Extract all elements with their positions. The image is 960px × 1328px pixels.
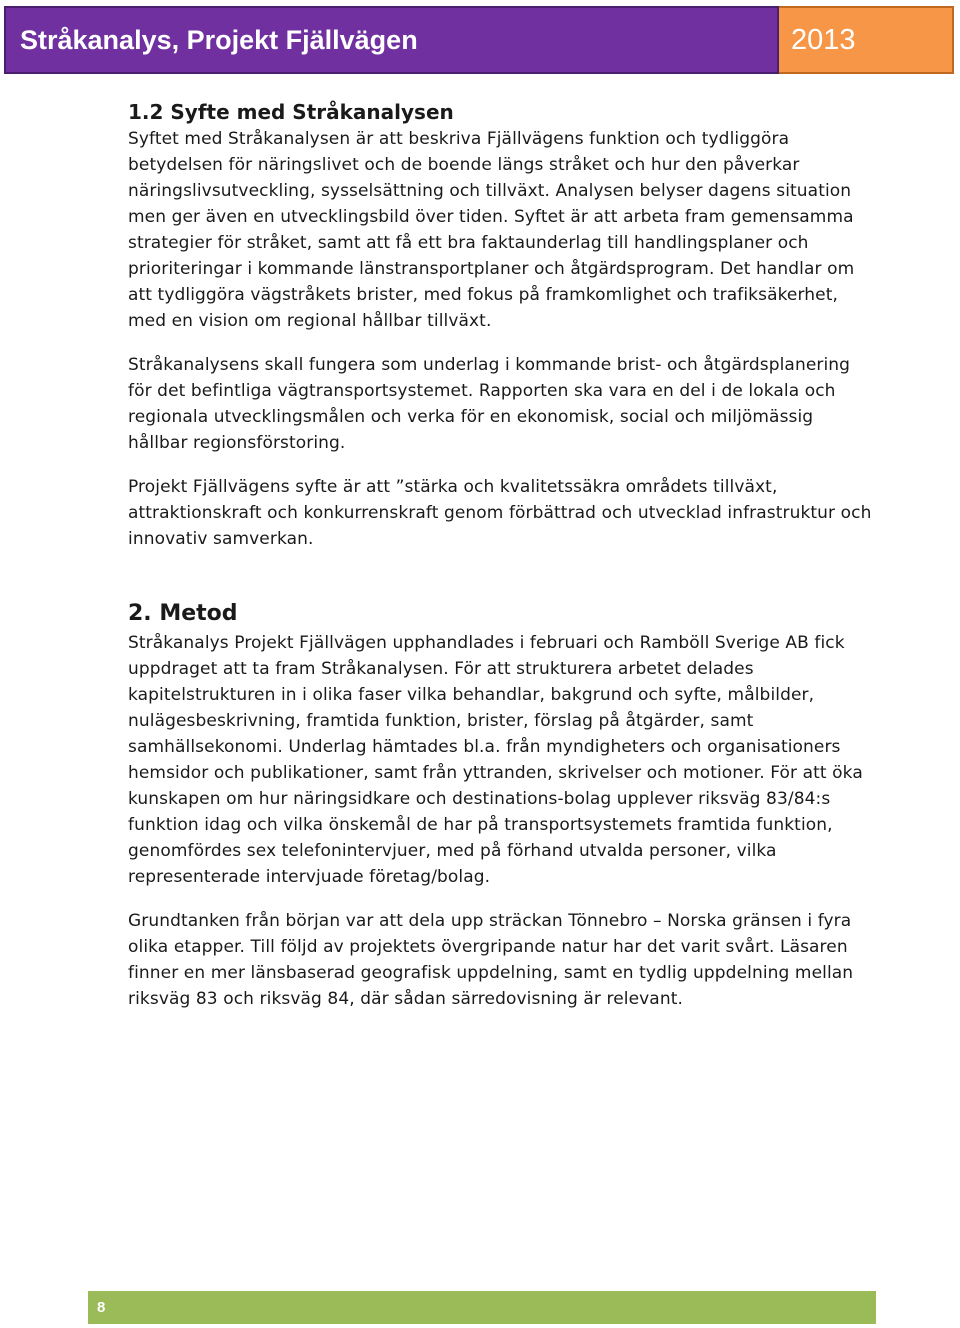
page-number: 8 — [97, 1299, 106, 1316]
section-heading-metod: 2. Metod — [128, 601, 238, 626]
syfte-paragraph-1: Syftet med Stråkanalysen är att beskriva Fjällvägens funktion och tydliggöra betydelsen för näringslivet och de boende längs stråket och hur den påverkar näringslivsutveckling, sysselsättning och tillväxt. Analysen belyser dagens situation men ger även en utvecklingsbild över tiden. Syftet är att arbeta fram gemensamma strategier för stråket, samt att få ett bra faktaunderlag till handlingsplaner och prioriteringar i kommande länstransportplaner och åtgärdsprogram. Det handlar om att tydliggöra vägstråkets brister, med fokus på framkomlighet och trafiksäkerhet, med en vision om regional hållbar tillväxt. — [128, 129, 855, 331]
page-header — [4, 6, 954, 74]
metod-paragraph-2: Grundtanken från början var att dela upp sträckan Tönnebro – Norska gränsen i fyra olika etapper. Till följd av projektets övergripande natur har det varit svårt. Läsaren finner en mer länsbaserad geografisk uppdelning, samt en tydlig uppdelning mellan riksväg 83 och riksväg 84, där sådan särredovisning är relevant. — [128, 911, 854, 1009]
metod-paragraph-1: Stråkanalys Projekt Fjällvägen upphandlades i februari och Ramböll Sverige AB fick uppdraget att ta fram Stråkanalysen. För att strukturera arbetet delades kapitelstrukturen in i olika faser vilka behandlar, bakgrund och syfte, målbilder, nulägesbeskrivning, framtida funktion, brister, förslag på åtgärder, samt samhällsekonomi. Underlag hämtades bl.a. från myndigheters och organisationers hemsidor och publikationer, samt från yttranden, skrivelser och motioner. För att öka kunskapen om hur näringsidkare och destinations-bolag upplever riksväg 83/84:s funktion idag och vilka önskemål de har på transportsystemets framtida funktion, genomfördes sex telefonintervjuer, med på förhand utvalda personer, vilka representerade intervjuade företag/bolag. — [128, 633, 863, 887]
document-title: Stråkanalys, Projekt Fjällvägen — [20, 24, 418, 55]
section-heading-syfte: 1.2 Syfte med Stråkanalysen — [128, 100, 454, 124]
syfte-paragraph-3: Projekt Fjällvägens syfte är att ”stärka och kvalitetssäkra områdets tillväxt, attraktionskraft och konkurrenskraft genom förbättrad och utvecklad infrastruktur och innovativ samverkan. — [128, 477, 872, 549]
header-title-box — [4, 6, 779, 74]
page-content — [128, 98, 873, 1030]
syfte-paragraph-2: Stråkanalysens skall fungera som underlag i kommande brist- och åtgärdsplanering för det befintliga vägtransportsystemet. Rapporten ska vara en del i de lokala och regionala utvecklingsmålen och verka för en ekonomisk, social och miljömässig hållbar regionsförstoring. — [128, 355, 851, 453]
header-year-box — [779, 6, 954, 74]
document-year: 2013 — [791, 23, 856, 56]
page-footer — [88, 1291, 876, 1324]
